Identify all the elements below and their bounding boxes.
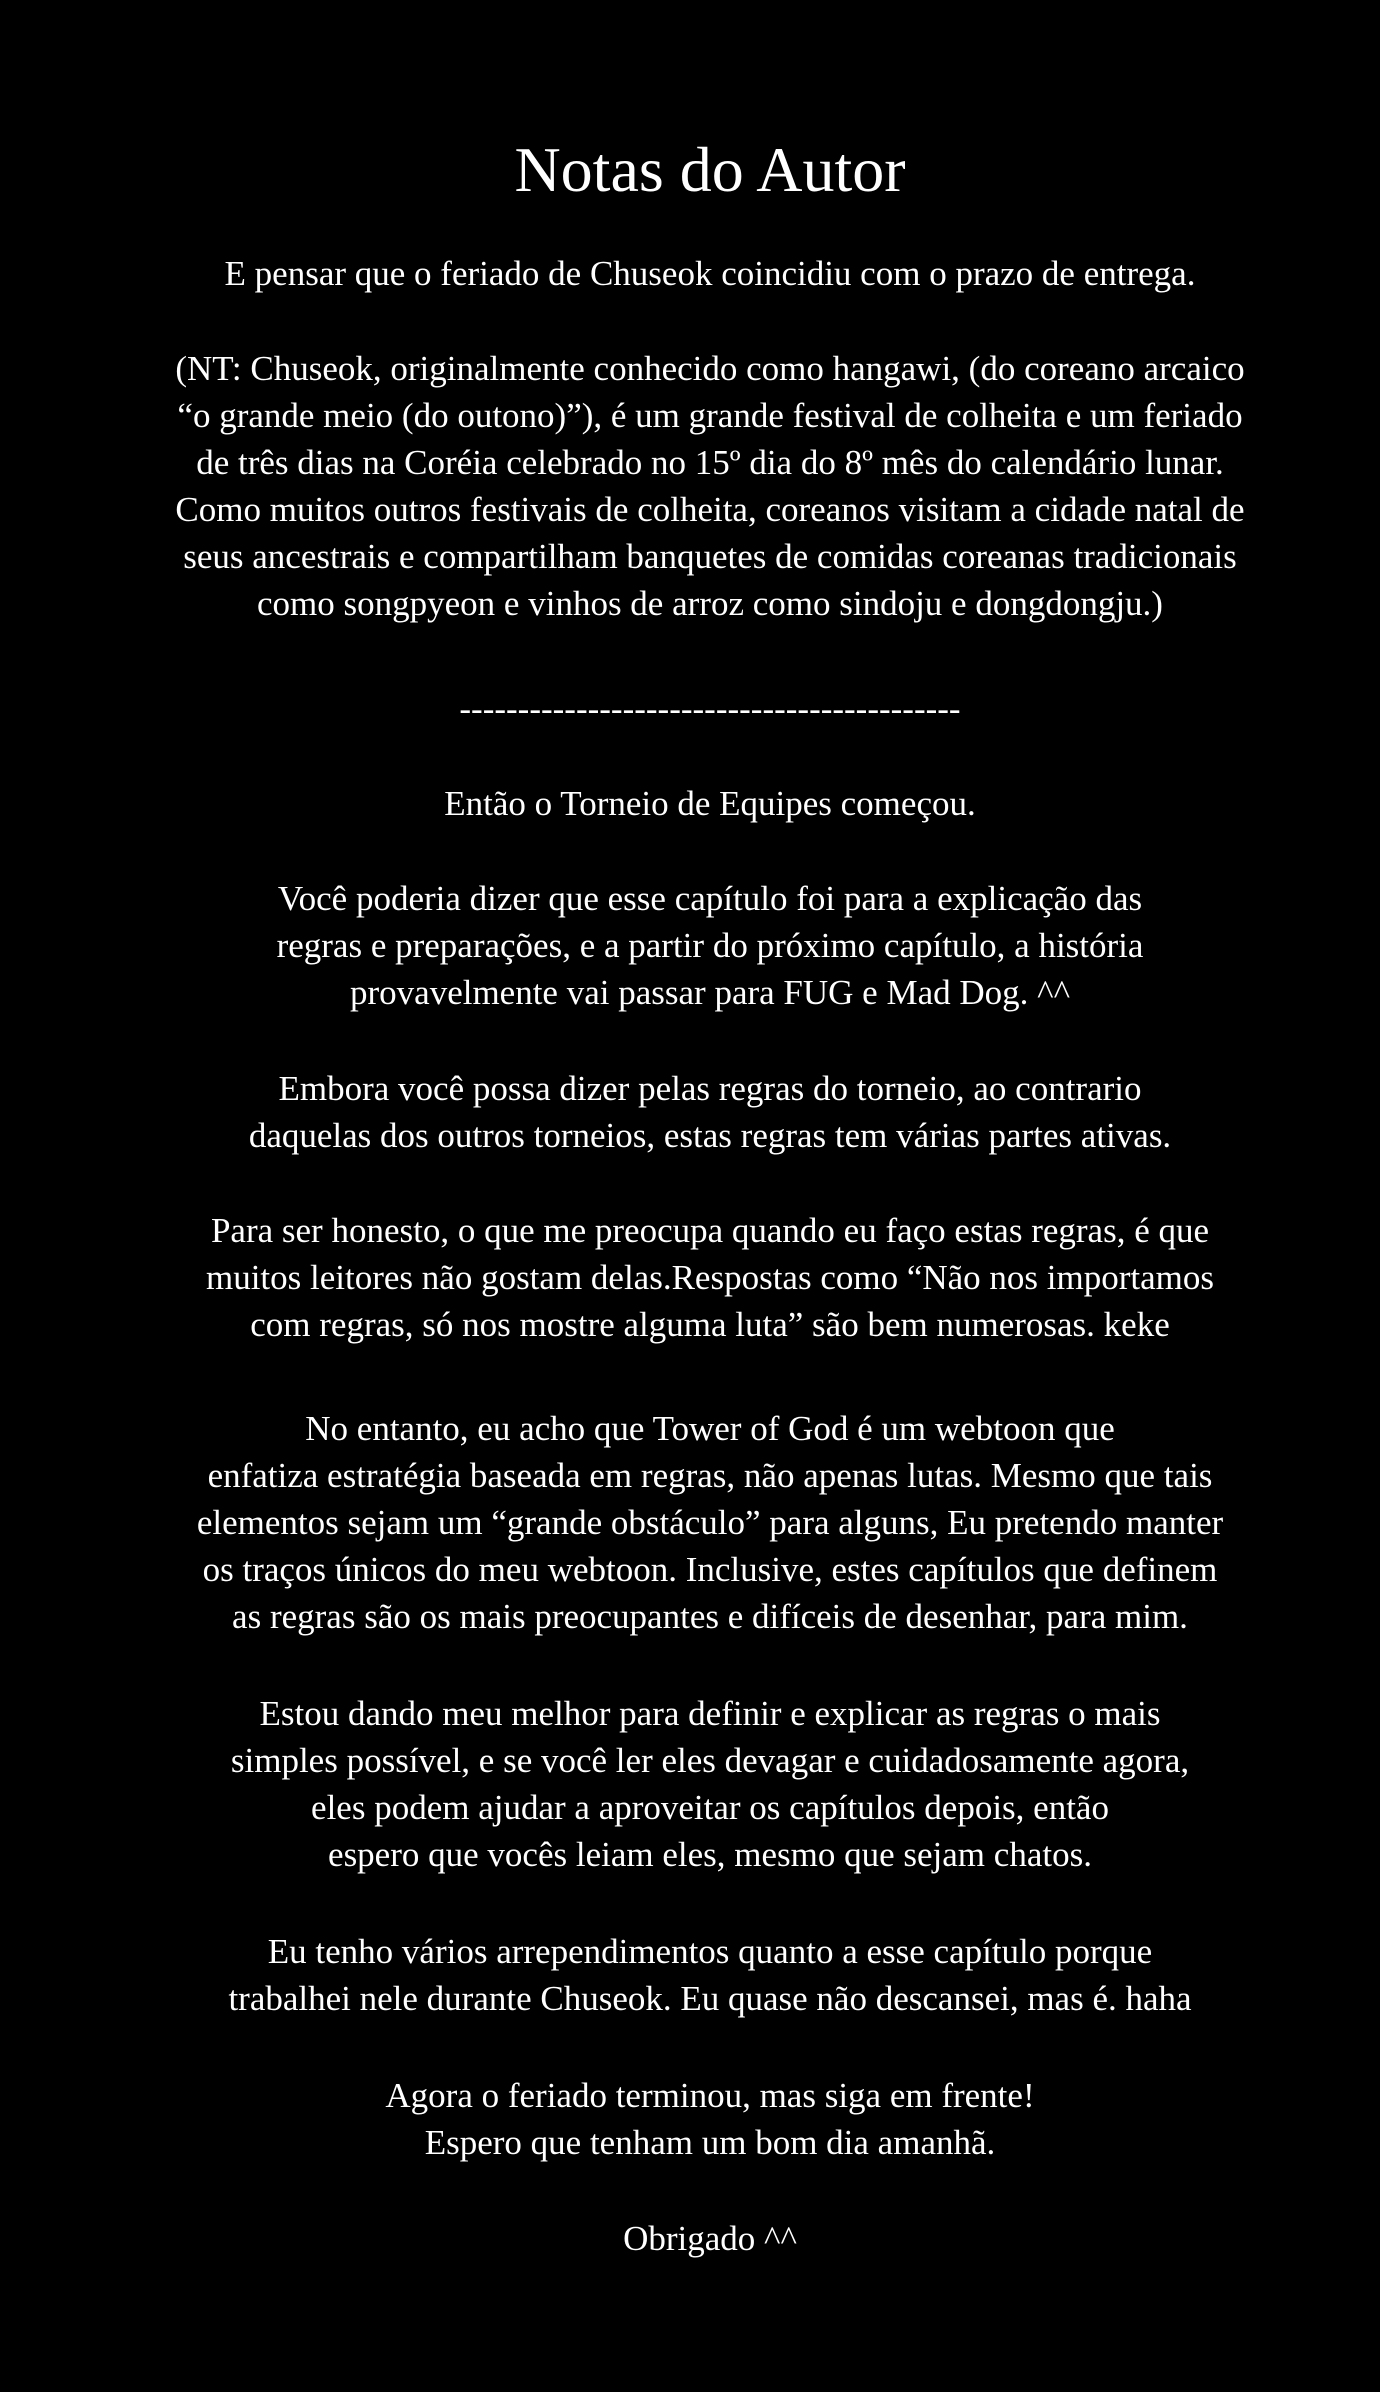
paragraph-translator-note — [0, 345, 1380, 627]
paragraph-rules-explanation — [0, 875, 1380, 1016]
text-line: provavelmente vai passar para FUG e Mad Dog. ^^ — [350, 973, 1070, 1012]
text-line: Espero que tenham um bom dia amanhã. — [424, 2123, 996, 2162]
paragraph-regrets — [0, 1928, 1380, 2022]
paragraph-tournament-started — [0, 780, 1380, 827]
separator-dashes: ------------------------------------------- — [459, 689, 961, 728]
paragraph-best-effort — [0, 1690, 1380, 1878]
text-line: Estou dando meu melhor para definir e explicar as regras o mais — [259, 1694, 1161, 1733]
paragraph-chuseok-deadline — [0, 250, 1380, 297]
text-line: Como muitos outros festivais de colheita, coreanos visitam a cidade natal de — [175, 490, 1245, 529]
text-line: trabalhei nele durante Chuseok. Eu quase não descansei, mas é. haha — [228, 1979, 1192, 2018]
text-line: as regras são os mais preocupantes e difíceis de desenhar, para mim. — [232, 1597, 1188, 1636]
paragraph-thanks — [0, 2215, 1380, 2262]
text-line: Obrigado ^^ — [623, 2219, 797, 2258]
page-title: Notas do Autor — [514, 134, 906, 205]
text-line: E pensar que o feriado de Chuseok coincidiu com o prazo de entrega. — [224, 254, 1196, 293]
text-line: seus ancestrais e compartilham banquetes de comidas coreanas tradicionais — [183, 537, 1237, 576]
text-line: enfatiza estratégia baseada em regras, não apenas lutas. Mesmo que tais — [207, 1456, 1213, 1495]
text-line: de três dias na Coréia celebrado no 15º dia do 8º mês do calendário lunar. — [196, 443, 1224, 482]
text-line: espero que vocês leiam eles, mesmo que sejam chatos. — [328, 1835, 1092, 1874]
text-line: simples possível, e se você ler eles devagar e cuidadosamente agora, — [230, 1741, 1190, 1780]
text-line: os traços únicos do meu webtoon. Inclusive, estes capítulos que definem — [202, 1550, 1218, 1589]
text-line: No entanto, eu acho que Tower of God é um webtoon que — [305, 1409, 1115, 1448]
paragraph-readers-opinion — [0, 1207, 1380, 1348]
paragraph-webtoon-strategy — [0, 1405, 1380, 1640]
text-line: Você poderia dizer que esse capítulo foi para a explicação das — [277, 879, 1143, 918]
paragraph-holiday-over — [0, 2072, 1380, 2166]
text-line: Embora você possa dizer pelas regras do torneio, ao contrario — [278, 1069, 1142, 1108]
text-line: Agora o feriado terminou, mas siga em frente! — [385, 2076, 1035, 2115]
text-line: elementos sejam um “grande obstáculo” para alguns, Eu pretendo manter — [196, 1503, 1224, 1542]
text-line: regras e preparações, e a partir do próximo capítulo, a história — [276, 926, 1144, 965]
text-line: Eu tenho vários arrependimentos quanto a esse capítulo porque — [267, 1932, 1153, 1971]
separator-line — [0, 685, 1380, 732]
text-line: Para ser honesto, o que me preocupa quando eu faço estas regras, é que — [210, 1211, 1210, 1250]
text-line: (NT: Chuseok, originalmente conhecido como hangawi, (do coreano arcaico — [175, 349, 1245, 388]
paragraph-tournament-rules — [0, 1065, 1380, 1159]
text-line: Então o Torneio de Equipes começou. — [444, 784, 976, 823]
text-line: eles podem ajudar a aproveitar os capítulos depois, então — [311, 1788, 1109, 1827]
text-line: muitos leitores não gostam delas.Respostas como “Não nos importamos — [205, 1258, 1215, 1297]
text-line: com regras, só nos mostre alguma luta” são bem numerosas. keke — [250, 1305, 1170, 1344]
text-line: “o grande meio (do outono)”), é um grande festival de colheita e um feriado — [177, 396, 1243, 435]
text-line: como songpyeon e vinhos de arroz como sindoju e dongdongju.) — [257, 584, 1163, 623]
text-line: daquelas dos outros torneios, estas regras tem várias partes ativas. — [248, 1116, 1172, 1155]
